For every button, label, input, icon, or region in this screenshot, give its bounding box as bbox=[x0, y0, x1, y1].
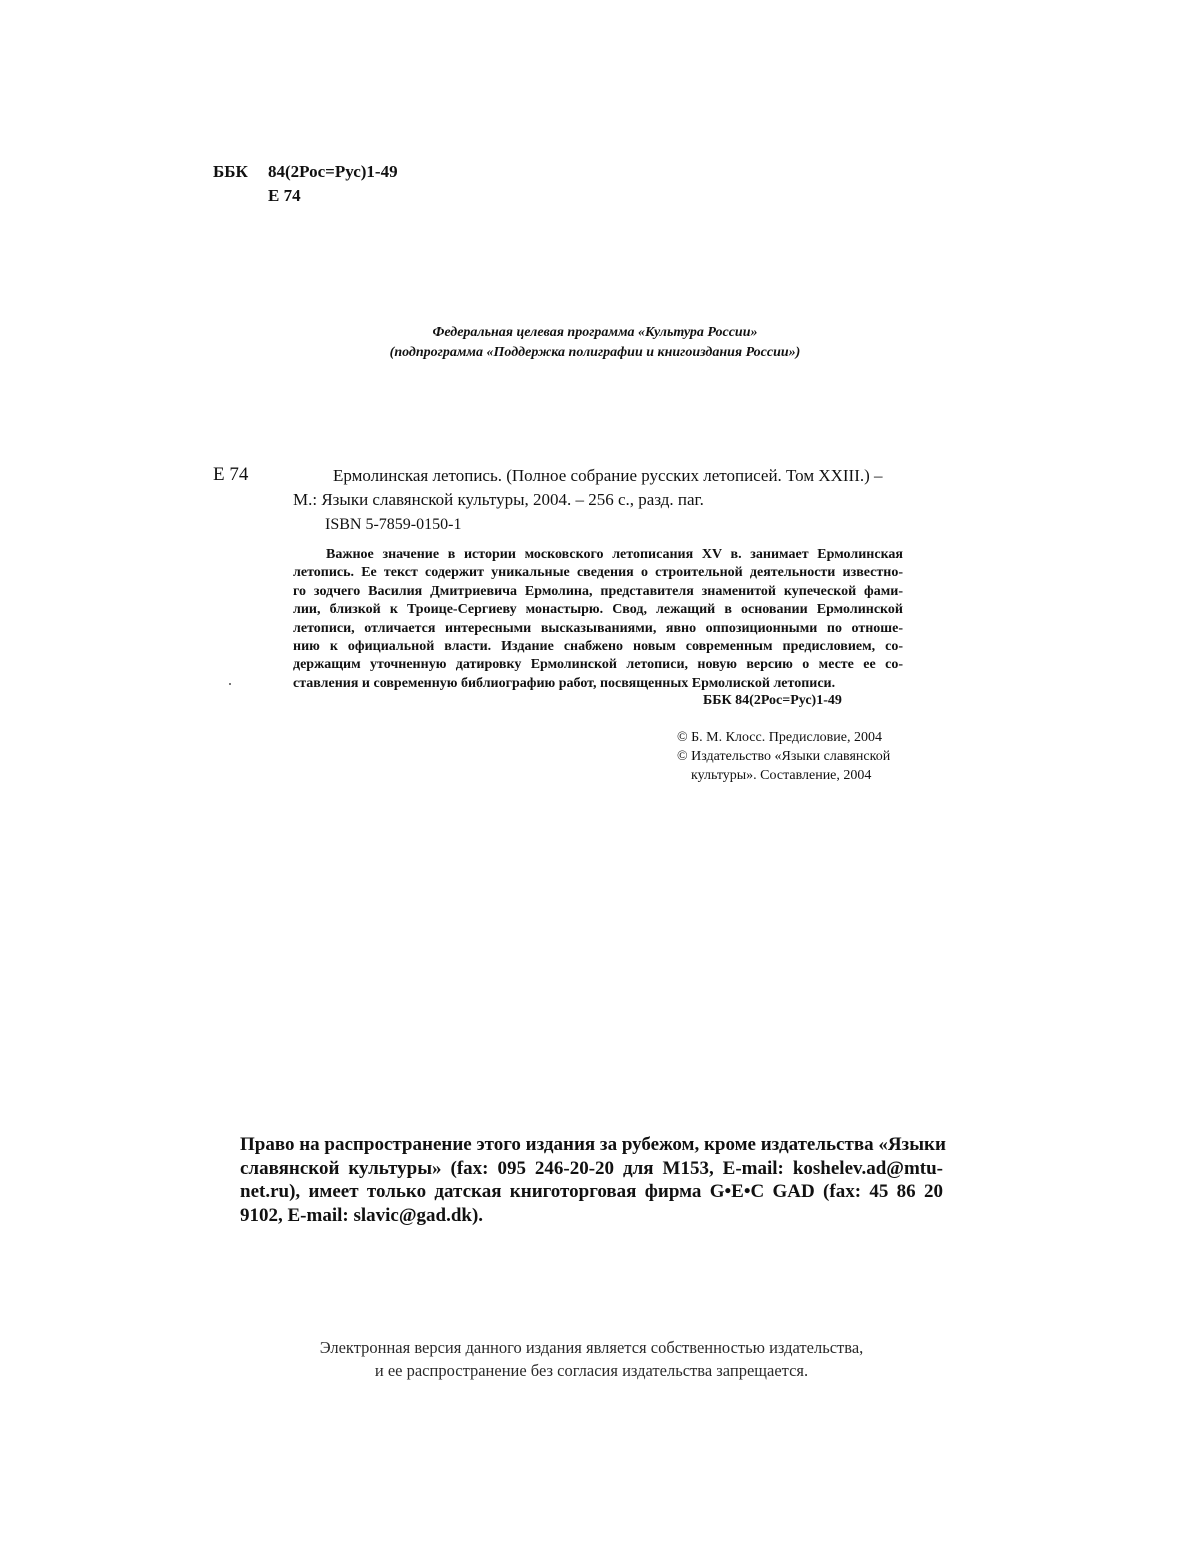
rights-line: net.ru), имеет только датская книготорговая фирма G•E•C GAD (fax: 45 86 20 bbox=[240, 1181, 943, 1202]
footer-line-1: Электронная версия данного издания является собственностью издательства, bbox=[319, 1338, 864, 1357]
abstract-line: нию к официальной власти. Издание снабжено новым современным предисловием, со- bbox=[293, 639, 903, 655]
rights-line: Право на распространение этого издания за рубежом, кроме издательства «Языки bbox=[240, 1134, 946, 1155]
rights-line: 9102, E-mail: slavic@gad.dk). bbox=[240, 1204, 484, 1226]
title-line-2: М.: Языки славянской культуры, 2004. – 256 с., разд. паг. bbox=[293, 490, 704, 509]
distribution-rights bbox=[240, 1133, 946, 1227]
abstract-line: держащим уточненную датировку Ермолинской летописи, новую версию о месте ее со- bbox=[293, 657, 903, 673]
bbk-header bbox=[213, 160, 398, 208]
abstract-line: Важное значение в истории московского летописания XV в. занимает Ермолинская bbox=[326, 547, 903, 562]
author-mark: Е 74 bbox=[268, 186, 301, 205]
bbk-label: ББК bbox=[213, 162, 248, 181]
abstract bbox=[293, 546, 903, 693]
abstract-bbk: ББК 84(2Рос=Рус)1-49 bbox=[703, 693, 842, 708]
program-line-2: (подпрограмма «Поддержка полиграфии и книгоиздания России») bbox=[389, 345, 801, 360]
program-line-1: Федеральная целевая программа «Культура России» bbox=[432, 325, 758, 340]
scan-speck bbox=[229, 683, 231, 685]
catalog-title bbox=[293, 464, 883, 512]
copyright-line-2: © Издательство «Языки славянской bbox=[677, 749, 891, 764]
copyright-line-1: © Б. М. Клосс. Предисловие, 2004 bbox=[677, 730, 882, 745]
title-line-1: Ермолинская летопись. (Полное собрание русских летописей. Том XXIII.) – bbox=[333, 466, 883, 485]
rights-line: славянской культуры» (fax: 095 246-20-20 для M153, E-mail: koshelev.ad@mtu- bbox=[240, 1157, 943, 1179]
catalog-code: Е 74 bbox=[213, 464, 249, 485]
electronic-version-notice bbox=[240, 1336, 943, 1382]
abstract-line: лии, близкой к Троице-Сергиеву монастырю. Свод, лежащий в основании Ермолинской bbox=[293, 602, 903, 618]
abstract-line: го зодчего Василия Дмитриевича Ермолина, представителя знаменитой купеческой фами- bbox=[293, 583, 903, 599]
program-note bbox=[300, 323, 890, 363]
abstract-line: ставления и современную библиографию работ, посвященных Ермолиской летописи. bbox=[293, 675, 836, 691]
copyright-line-3: культуры». Составление, 2004 bbox=[691, 768, 872, 783]
copyright-block bbox=[677, 728, 890, 785]
bbk-code: 84(2Рос=Рус)1-49 bbox=[268, 162, 398, 181]
abstract-line: летопись. Ее текст содержит уникальные сведения о строительной деятельности известно- bbox=[293, 565, 903, 581]
footer-line-2: и ее распространение без согласия издательства запрещается. bbox=[374, 1361, 809, 1380]
isbn: ISBN 5-7859-0150-1 bbox=[325, 516, 462, 533]
abstract-line: летописи, отличается интересными высказываниями, явно оппозиционными по отноше- bbox=[293, 620, 903, 636]
